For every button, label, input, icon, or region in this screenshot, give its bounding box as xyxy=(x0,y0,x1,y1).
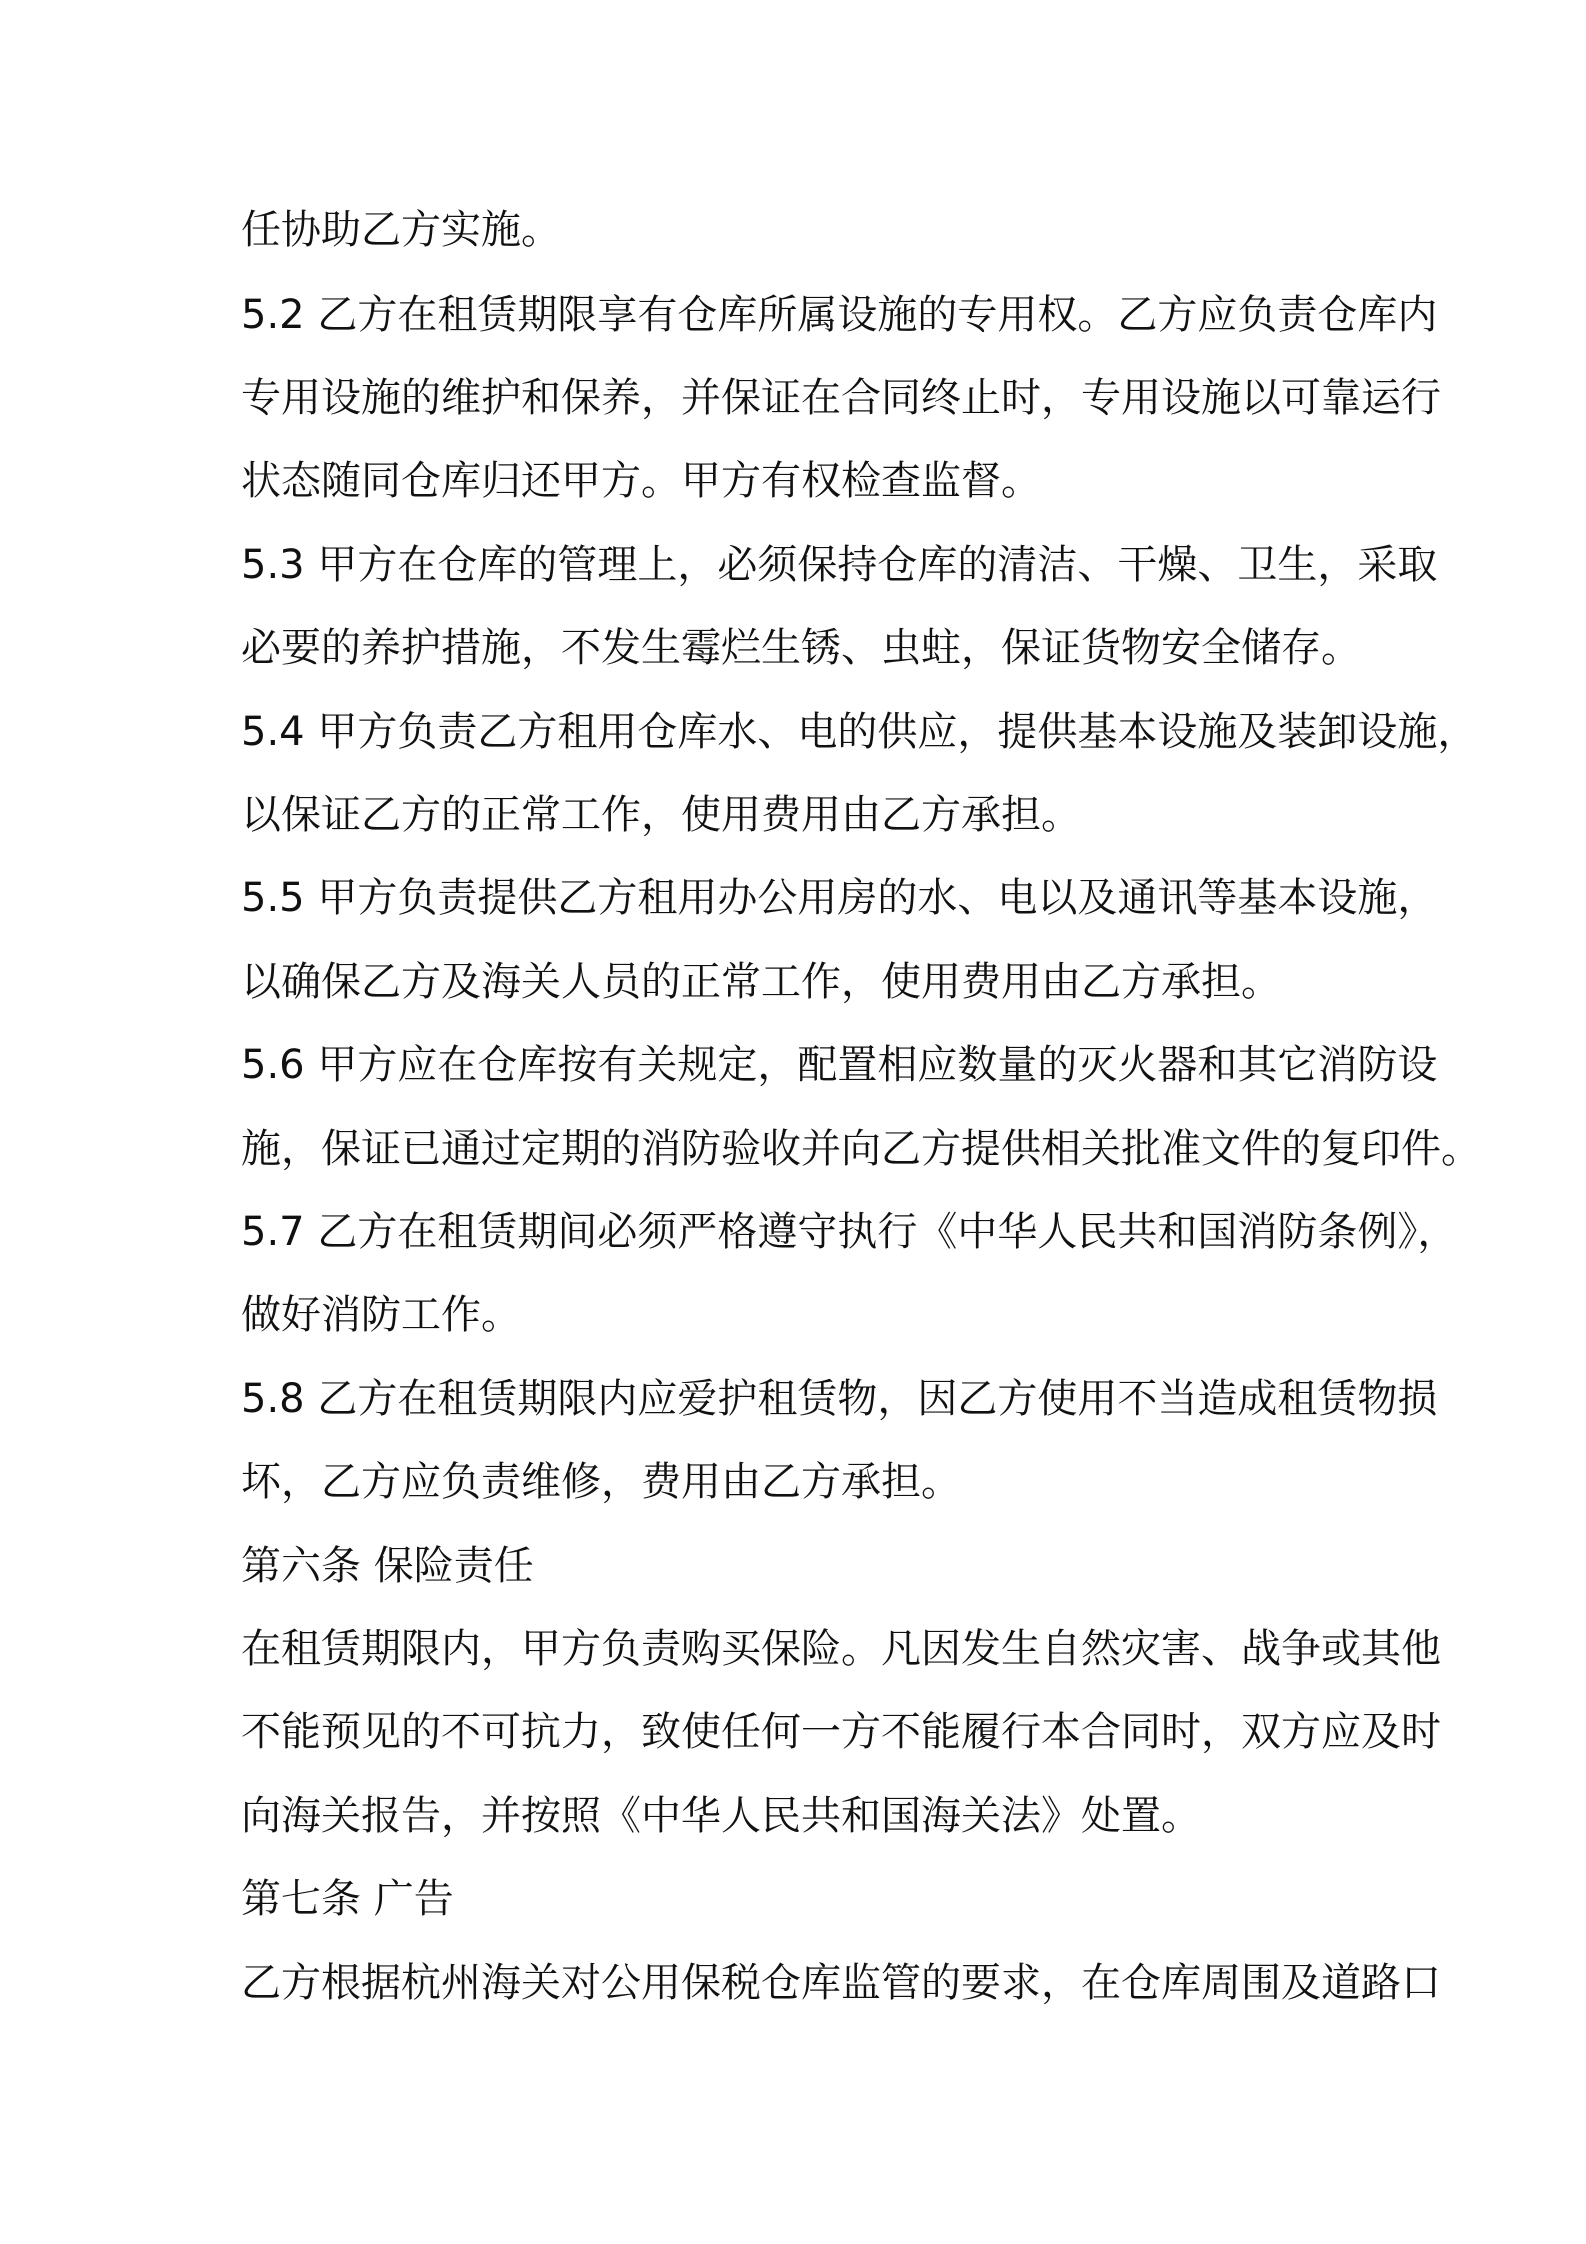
clause-5-7-line-2: 做好消防工作。 xyxy=(241,1292,521,1338)
clause-5-4-line-2: 以保证乙方的正常工作，使用费用由乙方承担。 xyxy=(241,792,1081,838)
article-7-heading: 第七条 广告 xyxy=(241,1876,454,1922)
clause-5-2-line-3: 状态随同仓库归还甲方。甲方有权检查监督。 xyxy=(241,458,1041,504)
article-6-line-1: 在租赁期限内，甲方负责购买保险。凡因发生自然灾害、战争或其他 xyxy=(241,1626,1441,1672)
article-6-line-2: 不能预见的不可抗力，致使任何一方不能履行本合同时，双方应及时 xyxy=(241,1709,1441,1755)
text-line-1: 任协助乙方实施。 xyxy=(241,207,561,253)
clause-5-3-line-2: 必要的养护措施，不发生霉烂生锈、虫蛀，保证货物安全储存。 xyxy=(241,625,1361,671)
clause-5-6-line-1: 5.6 甲方应在仓库按有关规定，配置相应数量的灭火器和其它消防设 xyxy=(241,1042,1438,1088)
clause-5-8-line-2: 坏，乙方应负责维修，费用由乙方承担。 xyxy=(241,1459,961,1505)
clause-5-4-line-1: 5.4 甲方负责乙方租用仓库水、电的供应，提供基本设施及装卸设施， xyxy=(241,709,1478,755)
clause-5-5-line-1: 5.5 甲方负责提供乙方租用办公用房的水、电以及通讯等基本设施， xyxy=(241,875,1438,921)
clause-5-7-line-1: 5.7 乙方在租赁期间必须严格遵守执行《中华人民共和国消防条例》， xyxy=(241,1209,1458,1255)
clause-5-2-line-1: 5.2 乙方在租赁期限享有仓库所属设施的专用权。乙方应负责仓库内 xyxy=(241,292,1438,338)
article-6-heading: 第六条 保险责任 xyxy=(241,1543,534,1589)
clause-5-3-line-1: 5.3 甲方在仓库的管理上，必须保持仓库的清洁、干燥、卫生，采取 xyxy=(241,542,1438,588)
article-7-line-1: 乙方根据杭州海关对公用保税仓库监管的要求，在仓库周围及道路口 xyxy=(241,1960,1441,2006)
article-6-line-3: 向海关报告，并按照《中华人民共和国海关法》处置。 xyxy=(241,1793,1201,1839)
clause-5-5-line-2: 以确保乙方及海关人员的正常工作，使用费用由乙方承担。 xyxy=(241,959,1281,1005)
clause-5-6-line-2: 施，保证已通过定期的消防验收并向乙方提供相关批准文件的复印件。 xyxy=(241,1126,1481,1172)
clause-5-2-line-2: 专用设施的维护和保养，并保证在合同终止时，专用设施以可靠运行 xyxy=(241,375,1441,421)
clause-5-8-line-1: 5.8 乙方在租赁期限内应爱护租赁物，因乙方使用不当造成租赁物损 xyxy=(241,1376,1438,1422)
